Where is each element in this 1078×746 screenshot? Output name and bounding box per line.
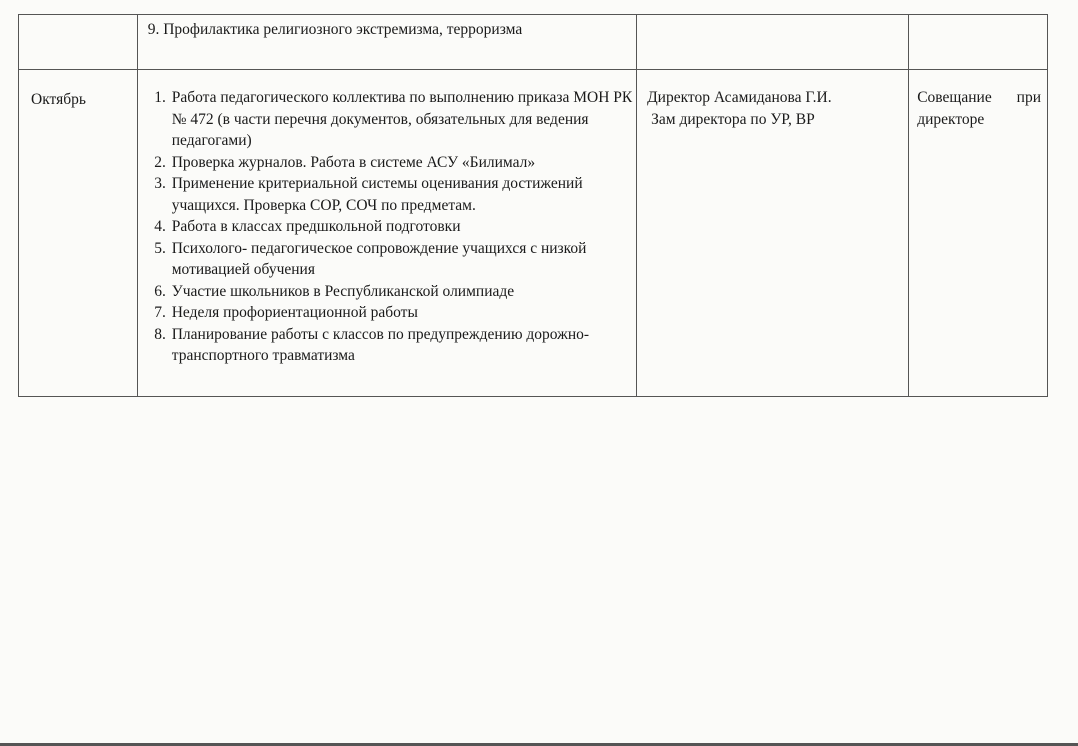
- activities-list: [138, 70, 636, 367]
- list-item: 3. Применение критериальной системы оценивания достижений учащихся. Проверка СОР, СОЧ по предметам.: [170, 173, 636, 216]
- form-cell: [909, 70, 1048, 397]
- section-cell: [137, 15, 636, 70]
- form-cell: [909, 15, 1048, 70]
- list-item: 6. Участие школьников в Республиканской олимпиаде: [170, 281, 636, 303]
- plan-table: [18, 14, 1048, 397]
- list-item: 1. Работа педагогического коллектива по выполнению приказа МОН РК № 472 (в части перечня документов, обязательных для ведения педагогами): [170, 87, 636, 152]
- responsible-cell: [637, 15, 909, 70]
- list-item: 8. Планирование работы с классов по предупреждению дорожно- транспортного травматизма: [170, 324, 636, 367]
- month-cell: [19, 15, 138, 70]
- table-row: [19, 15, 1048, 70]
- activities-cell: [137, 70, 636, 397]
- list-item: 4. Работа в классах предшкольной подготовки: [170, 216, 636, 238]
- table-row: [19, 70, 1048, 397]
- responsible-person: Зам директора по УР, ВР: [651, 110, 815, 128]
- responsible-person: Директор Асамиданова Г.И.: [647, 89, 832, 106]
- month-label: Октябрь: [31, 91, 86, 108]
- form-text: Совещание при: [917, 89, 1041, 106]
- list-item: 2. Проверка журналов. Работа в системе АСУ «Билимал»: [170, 152, 636, 174]
- section-title: 9. Профилактика религиозного экстремизма, терроризма: [147, 21, 523, 38]
- responsible-cell: [637, 70, 909, 397]
- month-cell: [19, 70, 138, 397]
- list-item: 7. Неделя профориентационной работы: [170, 302, 636, 324]
- form-text: директоре: [917, 110, 985, 128]
- list-item: 5. Психолого- педагогическое сопровождение учащихся с низкой мотивацией обучения: [170, 238, 636, 281]
